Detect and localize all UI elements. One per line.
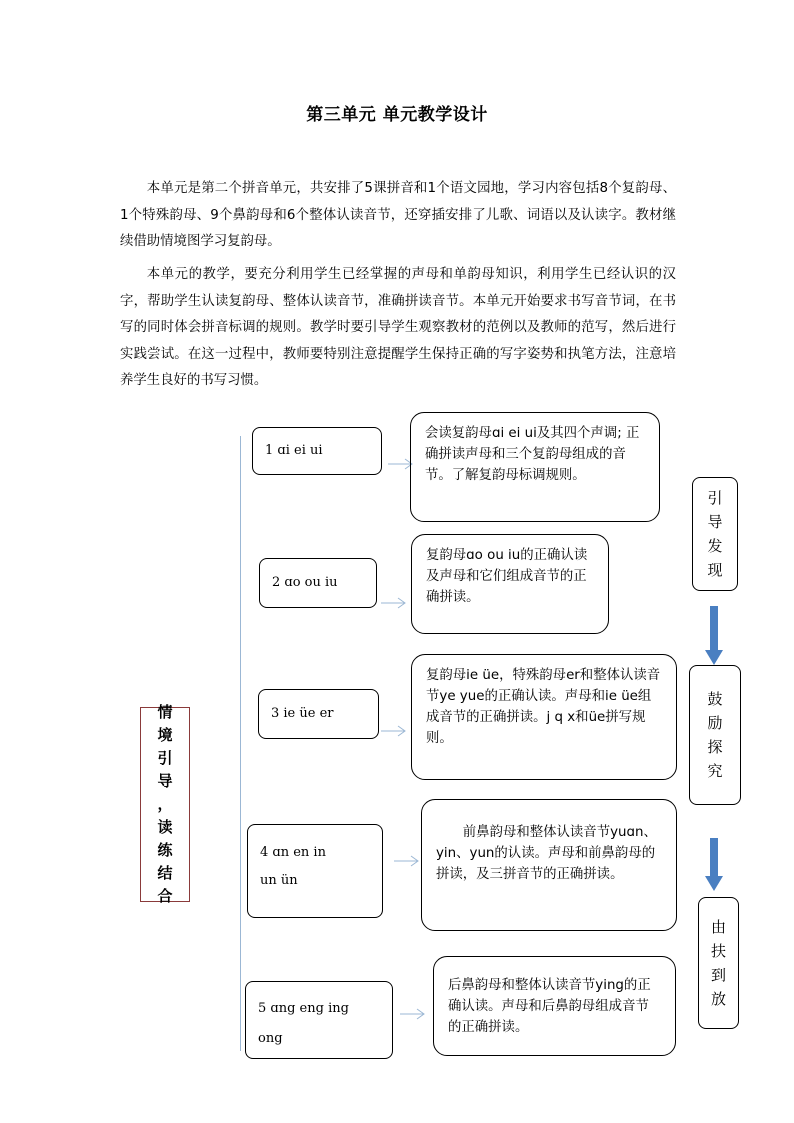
- lesson-label-box-3: 3 ie üe er: [258, 689, 379, 739]
- stage-char: 引: [707, 489, 723, 507]
- tag-char: 导: [157, 772, 173, 790]
- tag-char: 结: [157, 864, 173, 882]
- arrow-icon: [381, 597, 407, 609]
- stage-box-support-release: [698, 897, 739, 1029]
- arrow-icon: [400, 1008, 426, 1020]
- lesson-desc-box-2: 复韵母ɑo ou iu的正确认读及声母和它们组成音节的正确拼读。: [411, 534, 609, 634]
- tag-char: 合: [157, 887, 173, 905]
- intro-paragraph-1: 本单元是第二个拼音单元，共安排了5课拼音和1个语文园地，学习内容包括8个复韵母、1个特殊韵母、9个鼻韵母和6个整体认读音节，还穿插安排了儿歌、词语以及认读字。教材继续借助情境图学习复韵母。: [120, 181, 676, 249]
- tag-char: 引: [157, 749, 173, 767]
- page-title: 第三单元 单元教学设计: [306, 105, 488, 125]
- lesson-desc-box-4: 前鼻韵母和整体认读音节yuɑn、yin、yun的认读。声母和前鼻韵母的拼读，及三拼音节的正确拼读。: [421, 799, 677, 931]
- stage-char: 现: [707, 561, 723, 579]
- stage-char: 励: [707, 714, 723, 732]
- stage-box-encourage-explore: [689, 665, 741, 805]
- connector-line: [240, 436, 241, 1051]
- lesson-label-box-1: 1 ɑi ei ui: [252, 427, 382, 475]
- left-tag-box: [140, 703, 190, 905]
- lesson-label-box-4: 4 ɑn en in un ün: [247, 824, 383, 918]
- stage-char: 由: [710, 918, 726, 936]
- tag-char: 读: [157, 818, 173, 836]
- lesson-desc-box-1: 会读复韵母ɑi ei ui及其四个声调; 正确拼读声母和三个复韵母组成的音节。了解复韵母标调规则。: [410, 412, 660, 522]
- lesson-label-box-5: 5 ɑng eng ing ong: [245, 981, 393, 1059]
- stage-box-guide-discover: [692, 477, 738, 591]
- down-arrow-icon: [705, 606, 723, 670]
- arrow-icon: [381, 725, 407, 737]
- tag-char: 练: [157, 841, 173, 859]
- stage-char: 导: [707, 513, 723, 531]
- stage-char: 放: [710, 990, 726, 1008]
- tag-char: 情: [157, 703, 173, 721]
- stage-char: 发: [707, 537, 723, 555]
- lesson-desc-box-5: 后鼻韵母和整体认读音节ying的正确认读。声母和后鼻韵母组成音节的正确拼读。: [433, 956, 676, 1056]
- down-arrow-icon: [705, 838, 723, 896]
- tag-char: 境: [157, 726, 173, 744]
- stage-char: 探: [707, 738, 723, 756]
- stage-char: 到: [710, 966, 726, 984]
- tag-char: ，: [157, 795, 173, 813]
- arrow-icon: [394, 855, 420, 867]
- stage-char: 扶: [710, 942, 726, 960]
- intro-paragraph-2: 本单元的教学，要充分利用学生已经掌握的声母和单韵母知识，利用学生已经认识的汉字，帮助学生认读复韵母、整体认读音节，准确拼读音节。本单元开始要求书写音节词，在书写的同时体会拼音标调的规则。教学时要引导学生观察教材的范例以及教师的范写，然后进行实践尝试。在这一过程中，教师要特别注意提醒学生保持正确的写字姿势和执笔方法，注意培养学生良好的书写习惯。: [120, 267, 676, 388]
- lesson-label-box-2: 2 ɑo ou iu: [259, 558, 377, 608]
- stage-char: 究: [707, 762, 723, 780]
- lesson-desc-box-3: 复韵母ie üe，特殊韵母er和整体认读音节ye yue的正确认读。声母和ie üe组成音节的正确拼读。j q x和üe拼写规则。: [411, 654, 677, 780]
- stage-char: 鼓: [707, 690, 723, 708]
